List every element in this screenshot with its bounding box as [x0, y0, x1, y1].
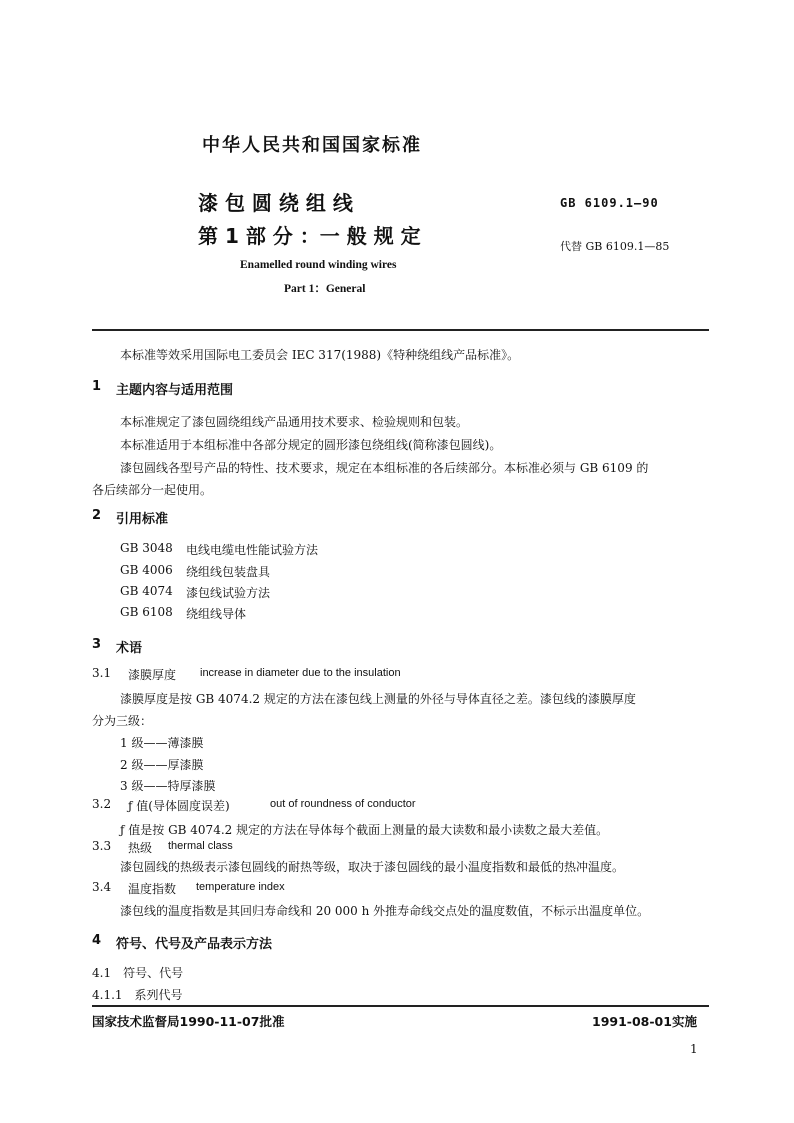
- section-4-title: 符号、代号及产品表示方法: [116, 937, 273, 952]
- reference-name: 漆包线试验方法: [186, 586, 271, 600]
- term-3-3-number: 3.3: [92, 839, 112, 853]
- term-3-3-en: thermal class: [168, 840, 233, 852]
- section-1-number: 1: [92, 379, 102, 394]
- header-divider: [92, 329, 709, 331]
- term-3-1-paragraph-2: 分为三级：: [92, 714, 153, 728]
- section-2-number: 2: [92, 508, 102, 523]
- title-cn-line1: 漆 包 圆 绕 组 线: [198, 191, 353, 215]
- section-3-number: 3: [92, 637, 102, 652]
- effective-date: 1991-08-01实施: [592, 1014, 697, 1029]
- term-3-3-paragraph: 漆包圆线的热级表示漆包圆线的耐热等级，取决于漆包圆线的最小温度指数和最低的热冲温度。: [120, 860, 625, 874]
- subsection-4-1: 4.1 符号、代号: [92, 966, 184, 980]
- term-3-2-cn: ƒ 值(导体圆度误差): [128, 799, 230, 813]
- term-3-4-en: temperature index: [196, 881, 285, 893]
- title-en-line1: Enamelled round winding wires: [240, 259, 397, 271]
- term-3-1-en: increase in diameter due to the insulation: [200, 667, 401, 679]
- subsection-4-1-1: 4.1.1 系列代号: [92, 988, 183, 1002]
- grade-item: 2 级——厚漆膜: [120, 758, 204, 772]
- reference-name: 绕组线包装盘具: [186, 565, 271, 579]
- standard-number: GB 6109.1—90: [560, 196, 659, 210]
- grade-item: 1 级——薄漆膜: [120, 736, 204, 750]
- national-standard-heading: 中华人民共和国国家标准: [202, 135, 422, 156]
- section-1-paragraph-3b: 各后续部分一起使用。: [92, 483, 213, 497]
- term-3-1-number: 3.1: [92, 666, 112, 680]
- section-1-paragraph-2: 本标准适用于本组标准中各部分规定的圆形漆包绕组线(简称漆包圆线)。: [120, 438, 502, 452]
- approval-line: 国家技术监督局1990-11-07批准: [92, 1014, 285, 1029]
- term-3-1-cn: 漆膜厚度: [128, 668, 177, 682]
- term-3-2-en: out of roundness of conductor: [270, 798, 416, 810]
- term-3-4-cn: 温度指数: [128, 882, 177, 896]
- term-3-1-paragraph-1: 漆膜厚度是按 GB 4074.2 规定的方法在漆包线上测量的外径与导体直径之差。漆包线的漆膜厚度: [120, 692, 636, 706]
- term-3-4-paragraph: 漆包线的温度指数是其回归寿命线和 20 000 h 外推寿命线交点处的温度数值，不标示出温度单位。: [120, 904, 650, 918]
- term-3-3-cn: 热级: [128, 841, 153, 855]
- replaces-standard: 代替 GB 6109.1—85: [560, 240, 670, 253]
- reference-name: 绕组线导体: [186, 607, 247, 621]
- term-3-2-number: 3.2: [92, 797, 112, 811]
- reference-code: GB 6108: [120, 605, 173, 619]
- title-en-line2: Part 1：General: [284, 283, 366, 295]
- reference-name: 电线电缆电性能试验方法: [186, 543, 319, 557]
- section-4-number: 4: [92, 933, 102, 948]
- term-3-4-number: 3.4: [92, 880, 112, 894]
- reference-code: GB 4074: [120, 584, 173, 598]
- title-cn-line2: 第 1 部 分 ：一 般 规 定: [198, 224, 421, 248]
- intro-paragraph: 本标准等效采用国际电工委员会 IEC 317(1988)《特种绕组线产品标准》。: [120, 348, 520, 362]
- section-1-title: 主题内容与适用范围: [116, 383, 234, 398]
- term-3-2-paragraph: ƒ 值是按 GB 4074.2 规定的方法在导体每个截面上测量的最大读数和最小读数之最大差值。: [120, 823, 609, 837]
- section-3-title: 术语: [116, 641, 143, 656]
- footer-divider: [92, 1005, 709, 1007]
- section-1-paragraph-3a: 漆包圆线各型号产品的特性、技术要求，规定在本组标准的各后续部分。本标准必须与 GB 6109 的: [120, 461, 649, 475]
- section-1-paragraph-1: 本标准规定了漆包圆绕组线产品通用技术要求、检验规则和包装。: [120, 415, 469, 429]
- page-number: 1: [690, 1042, 698, 1056]
- reference-code: GB 3048: [120, 541, 173, 555]
- reference-code: GB 4006: [120, 563, 173, 577]
- section-2-title: 引用标准: [116, 512, 169, 527]
- grade-item: 3 级——特厚漆膜: [120, 779, 216, 793]
